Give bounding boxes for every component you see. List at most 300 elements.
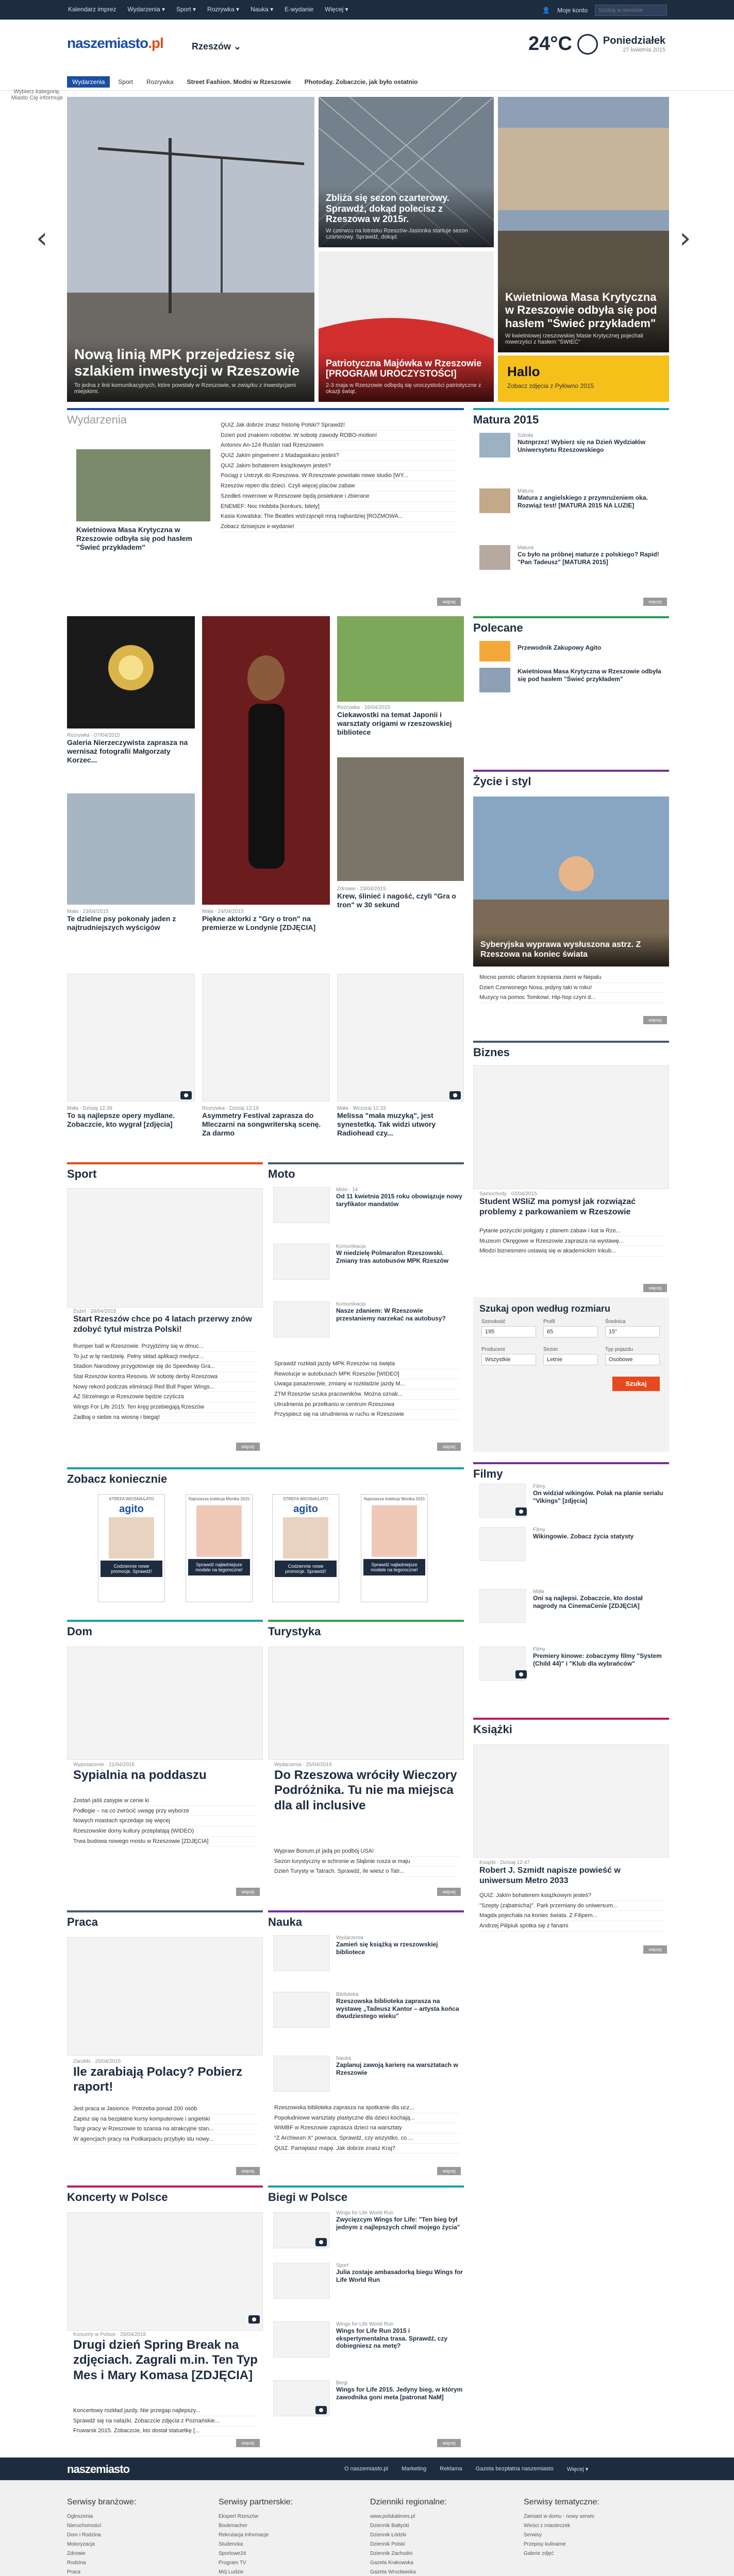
- list-item[interactable]: To już w tę niedzielę. Pełny skład aplikacji medycz...: [73, 1352, 259, 1362]
- slide-main-desc: To jedna z linii komunikacyjnych, które powstały w Rzeszowie, w związku z inwestycjami miejskimi.: [74, 382, 296, 395]
- moto-thumb[interactable]: [273, 1301, 330, 1337]
- list-item[interactable]: Nowych miastach sprzedaje się więcej: [73, 1816, 259, 1826]
- list-item[interactable]: Antonov An-124 Ruslan nad Rzeszowem: [221, 440, 458, 451]
- footer-logo[interactable]: naszemiasto: [67, 2463, 130, 2476]
- producer-select[interactable]: Wszystkie: [481, 1354, 536, 1365]
- footer-item[interactable]: Wieści z miasteczek: [524, 2523, 571, 2529]
- footer-link[interactable]: Reklama: [440, 2466, 462, 2472]
- footer-item[interactable]: Zamiast w domu - nowy serwis: [524, 2514, 594, 2519]
- section-title: Wydarzenia: [67, 408, 464, 430]
- ad-card[interactable]: [186, 1494, 253, 1602]
- tab-street-fashion[interactable]: Street Fashion. Modni w Rzeszowie: [187, 78, 291, 86]
- footer-item[interactable]: Studencka: [219, 2541, 243, 2547]
- grid-title[interactable]: To są najlepsze opery mydlane. Zobaczcie, kto wygrał [zdjęcia]: [67, 1111, 175, 1129]
- more-button[interactable]: więcej: [236, 2167, 260, 2175]
- width-select[interactable]: 195: [481, 1326, 536, 1337]
- meta: Mała: [533, 1589, 544, 1595]
- ad-card[interactable]: [272, 1494, 339, 1602]
- list-item[interactable]: Zadbaj o siebie na wiosnę i biegaj!: [73, 1413, 259, 1423]
- list-item[interactable]: Stadion Narodowy przygotowuje się do Speedway Gra...: [73, 1362, 259, 1372]
- camera-icon: [315, 2238, 327, 2246]
- meta: Wyposażenie · 21/04/2015: [73, 1762, 135, 1768]
- meta: Matura: [518, 545, 534, 551]
- list-item[interactable]: Przyspiecz się na utrudnienia w ruchu w Rzeszowie: [274, 1410, 460, 1420]
- camera-icon: [315, 2406, 327, 2414]
- widget-title: Szukaj opon według rozmiaru: [479, 1303, 611, 1314]
- list-item[interactable]: ZTM Rzeszów szuka pracowników. Można oznak...: [274, 1389, 460, 1400]
- biznes-image[interactable]: [473, 1065, 669, 1189]
- footer-item[interactable]: Rodzina: [67, 2560, 86, 2566]
- list-item[interactable]: Uwaga pasażerowie, zmiany w rozkładzie jazdy M...: [274, 1379, 460, 1389]
- more-button[interactable]: więcej: [437, 1443, 461, 1451]
- section-biegi: [268, 2185, 464, 2207]
- ksiazki-image[interactable]: [473, 1744, 669, 1858]
- list-item[interactable]: "Szepty (ząbatnicha)". Park przemiany do uniwersum...: [479, 1901, 665, 1911]
- list-item[interactable]: Młodzi biznesmeni ustawią się w akademickim Inkub...: [479, 1246, 665, 1257]
- diameter-select[interactable]: 15": [605, 1326, 660, 1337]
- ad-brand: agito: [119, 1503, 144, 1515]
- list-item[interactable]: Koncertowy rozkład jazdy. Nie przegap najlepszy...: [73, 2406, 259, 2416]
- weather-widget: [528, 33, 665, 55]
- section-zobacz: [67, 1467, 464, 1489]
- meta: Wings for Life World Run: [336, 2210, 393, 2216]
- wydarzenia-feature-title[interactable]: Kwietniowa Masa Krytyczna w Rzeszowie odbyła się pod hasłem "Świeć przykładem": [76, 526, 192, 552]
- section-zycie: [473, 770, 669, 791]
- section-ksiazki: [473, 1718, 669, 1739]
- list-item[interactable]: Pytanie pożyczki poligjaty z planem zabaw i kat w Rze...: [479, 1226, 665, 1236]
- search-tires-button[interactable]: Szukaj: [612, 1377, 660, 1391]
- footer-item[interactable]: Praca: [67, 2569, 81, 2575]
- turystyka-image[interactable]: [268, 1647, 464, 1760]
- section-filmy: [473, 1462, 669, 1484]
- matura-title[interactable]: Matura z angielskiego z przymrużeniem oka. Rozwiąż test! [MATURA 2015 NA LUZIE]: [518, 494, 648, 509]
- biegi-thumb[interactable]: [273, 2263, 330, 2299]
- film-title[interactable]: On widział wikingów. Polak na planie serialu "Vikings" [zdjęcia]: [533, 1489, 663, 1504]
- bulb-image: [67, 616, 195, 728]
- section-title: Turystyka: [268, 1620, 464, 1641]
- biznes-title[interactable]: Student WSIiZ ma pomysł jak rozwiązać problemy z parkowaniem w Rzeszowie: [479, 1197, 636, 1216]
- turystyka-title[interactable]: Do Rzeszowa wróciły Wieczory Podróżnika. Tu nie ma miejsca dla all inclusive: [274, 1768, 457, 1812]
- polecane-title[interactable]: Kwietniowa Masa Krytyczna w Rzeszowie odbyła się pod hasłem "Świeć przykładem": [518, 668, 661, 683]
- more-button[interactable]: więcej: [236, 1443, 260, 1451]
- sport-image[interactable]: [67, 1188, 263, 1308]
- top-nav-link[interactable]: Wydarzenia ▾: [127, 6, 165, 13]
- list-item[interactable]: AZ Strzelnego w Rzeszowie będzie czyścza: [73, 1392, 259, 1402]
- list-item[interactable]: Zostań jaśli zasypie w cenie ki: [73, 1796, 259, 1806]
- nauka-thumb[interactable]: [273, 1935, 330, 1971]
- moto-title[interactable]: Nasze zdaniem: W Rzeszowie przestaniemy narzekać na autobusy?: [336, 1307, 446, 1322]
- more-button[interactable]: więcej: [643, 598, 667, 606]
- list-item[interactable]: Mocno pomóc ofiarom trzęsienia ziemi w Nepalu: [479, 973, 665, 983]
- list-item[interactable]: Stal Rzeszów kontra Resovia. W sobotę derby Rzeszowa: [73, 1372, 259, 1382]
- list-item[interactable]: WIMBF w Rzeszowie zaprasza dzieci na warsztaty: [274, 2123, 460, 2133]
- footer-item[interactable]: Sportowe24: [219, 2551, 246, 2556]
- list-item[interactable]: Zobacz dzisiejsze e-wydanie!: [221, 522, 458, 532]
- season-select[interactable]: Letnie: [543, 1354, 598, 1365]
- category-hint: Wybierz kategorię. Miasto Cię informuje: [11, 89, 63, 101]
- more-button[interactable]: więcej: [236, 1888, 260, 1896]
- koncerty-list: [73, 2406, 259, 2436]
- grid-title[interactable]: Asymmetry Festival zaprasza do Mleczarni na songwriterską scenę. Za darmo: [202, 1111, 321, 1138]
- date: 27 kwietnia 2015: [623, 47, 666, 53]
- meta: Filmy: [533, 1484, 545, 1489]
- grid-title[interactable]: Te dzielne psy pokonały jaden z najtrudniejszych wyścigów: [67, 914, 176, 932]
- list-item[interactable]: QUIZ: Jakim bohaterem książkowym jesteś?: [479, 1891, 665, 1901]
- grid-title[interactable]: Krew, ślinieć i nagość, czyli "Gra o tron" w 30 sekund: [337, 892, 456, 909]
- zycie-feature-title: Syberyjska wyprawa wysłuszona astrz. Z Rzeszowa na koniec świata: [480, 940, 641, 959]
- footer-item[interactable]: Nieruchomości: [67, 2523, 102, 2529]
- section-sport: [67, 1162, 263, 1184]
- footer-link[interactable]: Więcej ▾: [566, 2466, 589, 2472]
- camera-icon: [248, 2315, 260, 2324]
- grid-image[interactable]: [67, 616, 195, 728]
- footer-item[interactable]: www.polskatimes.pl: [370, 2514, 415, 2519]
- more-button[interactable]: więcej: [236, 2439, 260, 2447]
- nauka-title[interactable]: Zaplanuj zawoją karierę na warsztatach w Rzeszowie: [336, 2061, 458, 2076]
- moto-title[interactable]: W niedzielę Polmarafon Rzeszowski. Zmiany tras autobusów MPK Rzeszów: [336, 1249, 449, 1264]
- list-item[interactable]: Utrudnienia po przetkaniu w centrum Rzeszowa: [274, 1400, 460, 1410]
- section-title: Polecane: [473, 616, 669, 638]
- camera-icon: [180, 1091, 192, 1099]
- section-matura: [473, 408, 669, 430]
- grid-image[interactable]: [337, 974, 464, 1101]
- nauka-list: [274, 2103, 460, 2154]
- biegi-title[interactable]: Julia zostaje ambasadorką biegu Wings for Life World Run: [336, 2268, 463, 2283]
- tab-photoday[interactable]: Photoday. Zobaczcie, jak było ostatnio: [304, 78, 418, 86]
- turystyka-list: [274, 1846, 460, 1877]
- ad-card[interactable]: [361, 1494, 428, 1602]
- list-item[interactable]: Rzeszowskie domy kultury przeplatają (WIDEO): [73, 1826, 259, 1837]
- list-item[interactable]: Targi pracy w Rzeszowie to szansa na atrakcyjne stan...: [73, 2124, 259, 2134]
- list-item[interactable]: Magda pojechała na koniec świata. Z Filipem...: [479, 1911, 665, 1921]
- footer-link[interactable]: Gazeta bezpłatna naszemiasto: [475, 2466, 554, 2472]
- section-title: Matura 2015: [473, 408, 669, 430]
- biegi-title[interactable]: Wings for Life Run 2015 i ekspertymentalna trasa. Sprawdź, czy dobiegniesz na metę?: [336, 2327, 448, 2350]
- biegi-thumb[interactable]: [273, 2321, 330, 2358]
- slide-4-desc: W kwietniowej rzeszowskiej Masie Krytycznej pojechali rowerzyści z hasłem "ŚWIEĆ": [505, 333, 643, 345]
- top-nav-link[interactable]: Więcej ▾: [325, 6, 348, 13]
- slide-3-desc: 2-3 maja w Rzeszowie odbędą się uroczystości patriotyczne z okazji świąt.: [326, 382, 481, 395]
- more-button[interactable]: więcej: [643, 1284, 667, 1292]
- grid-title[interactable]: Melissa "mała muzyką", jest synestetką. Tak widzi utwory Radiohead czy...: [337, 1111, 436, 1138]
- sport-list: [73, 1342, 259, 1423]
- list-item[interactable]: Rzeszowska biblioteka zaprasza na spotkanie dla ucz...: [274, 2103, 460, 2113]
- ad-top: STREFA WIOSNA/LATO: [109, 1497, 154, 1501]
- dom-image[interactable]: [67, 1647, 263, 1760]
- meta: Szkoła: [518, 433, 533, 438]
- koncerty-title[interactable]: Drugi dzień Spring Break na zdjęciach. Zagrali m.in. Ten Typ Mes i Mary Komasa [ZDJĘCIA]: [73, 2338, 258, 2382]
- list-item[interactable]: Pociąg z Ustrzyk do Rzeszowa. W Rzeszowie powstało nowe studio [WY...: [221, 471, 458, 481]
- matura-thumb[interactable]: [479, 433, 510, 457]
- meta: Nauka: [336, 2056, 351, 2061]
- list-item[interactable]: Kasia Kowalska: The Beatles wstrząsnęli mną najbardziej [ROZMOWA...: [221, 512, 458, 522]
- nauka-title[interactable]: Rzeszowska biblioteka zaprasza na wystawę „Tadeusz Kantor – artysta końca dwudziestego wieku": [336, 1997, 459, 2020]
- footer-column: [219, 2498, 347, 2576]
- biegi-title[interactable]: Zwycięzcym Wings for Life: "Ten bieg był jednym z najlepszych chwil mojego życia": [336, 2216, 460, 2231]
- slide-2[interactable]: [319, 97, 494, 247]
- praca-image[interactable]: [67, 1937, 263, 2056]
- slide-3[interactable]: [319, 251, 494, 402]
- list-item[interactable]: Andrzej Pilipiuk spotka się z fanami: [479, 1921, 665, 1931]
- footer-column: [370, 2498, 499, 2576]
- section-title: Dom: [67, 1620, 263, 1641]
- section-polecane: [473, 616, 669, 638]
- section-title: Zobacz koniecznie: [67, 1467, 464, 1489]
- list-item[interactable]: Nowy rekord podczas eliminacji Red Bull Paper Wings...: [73, 1382, 259, 1393]
- list-item[interactable]: QUIZ Jakim pingwinem z Madagaskaru jesteś?: [221, 451, 458, 461]
- film-title[interactable]: Premiery kinowe: zobaczymy filmy "System (Child 44)" i "Klub dla wybrańców": [533, 1652, 662, 1667]
- wydarzenia-feature-image[interactable]: [76, 449, 210, 521]
- footer-item[interactable]: Galerie zdjęć: [524, 2551, 554, 2556]
- tab-rozrywka[interactable]: Rozrywka: [146, 78, 174, 86]
- footer-item[interactable]: Dziennik Łódzki: [370, 2532, 407, 2538]
- meta: Wydarzenia · 25/04/2015: [274, 1762, 332, 1768]
- biegi-title[interactable]: Wings for Life 2015. Jedyny bieg, w którym zawodnika goni meta [patronat NaM]: [336, 2386, 463, 2401]
- dom-list: [73, 1796, 259, 1846]
- tab-sport[interactable]: Sport: [118, 78, 133, 86]
- city-selector[interactable]: Rzeszów ⌄: [192, 41, 242, 52]
- nauka-thumb[interactable]: [273, 1992, 330, 2028]
- meta: Rozrywka · Dzisiaj 12:19: [202, 1106, 259, 1111]
- film-title[interactable]: Oni są najlepsi. Zobaczcie, kto dostał nagrody na CinemaCenie [ZDJĘCIA]: [533, 1595, 643, 1609]
- list-item[interactable]: Dzień pod znakiem robotów. W sobotę zawody ROBO-motion!: [221, 431, 458, 441]
- nauka-thumb[interactable]: [273, 2056, 330, 2092]
- footer-item[interactable]: Przepisy kulinarne: [524, 2541, 566, 2547]
- section-title: Praca: [67, 1910, 263, 1932]
- field-label: Szerokość: [481, 1319, 506, 1325]
- top-bar: [0, 0, 734, 20]
- grid-title[interactable]: Piękne aktorki z "Gry o tron" na premierze w Londynie [ZDJĘCIA]: [202, 914, 316, 932]
- logo-main: naszemiasto: [67, 35, 148, 51]
- slide-main[interactable]: [67, 97, 314, 402]
- slide-3-title: Patriotyczna Majówka w Rzeszowie [PROGRAM UROCZYSTOŚCI]: [326, 358, 482, 379]
- footer-item[interactable]: Gazeta Krakowska: [370, 2560, 413, 2566]
- field-label: Średnica: [605, 1319, 626, 1325]
- meta: Mała · Dzisiaj 12:39: [67, 1106, 112, 1111]
- site-logo[interactable]: [67, 35, 163, 52]
- meta: Zarobki · 25/04/2015: [73, 2059, 121, 2064]
- ksiazki-list: [479, 1891, 665, 1931]
- list-item[interactable]: Rumper ball w Rzeszowie. Przyjdzimy się w dmuc...: [73, 1342, 259, 1352]
- footer-item[interactable]: Mój Ludzie: [219, 2569, 244, 2575]
- biznes-list: [479, 1226, 665, 1257]
- meta: Filmy: [533, 1647, 545, 1652]
- grid-image[interactable]: [202, 616, 330, 905]
- list-item[interactable]: Rzeszów repen dla dzieci. Czyli więcej placów zabaw: [221, 481, 458, 492]
- list-item[interactable]: Dzień Turysty w Tatrach. Sprawdź, ile wiesz o Tatr...: [274, 1867, 460, 1877]
- tab-wydarzenia[interactable]: Wydarzenia: [67, 76, 110, 88]
- more-button[interactable]: więcej: [437, 2167, 461, 2175]
- list-item[interactable]: W agencjach pracy na Podkarpaciu przybyło stu nowy...: [73, 2134, 259, 2145]
- footer-item[interactable]: Dziennik Zachodni: [370, 2551, 413, 2556]
- camera-icon: [449, 1091, 461, 1099]
- logo-suffix: .pl: [148, 35, 163, 51]
- list-item[interactable]: Jest praca w Jasionce. Potrzeba ponad 200 osób: [73, 2104, 259, 2114]
- moto-thumb[interactable]: [273, 1244, 330, 1280]
- weekday: Poniedziałek: [603, 35, 666, 46]
- footer-column-title: Serwisy tematyczne:: [524, 2498, 599, 2506]
- footer-item[interactable]: Program TV: [219, 2560, 246, 2566]
- grid-image[interactable]: [337, 757, 464, 881]
- grid-title[interactable]: Ciekawostki na temat Japonii i warsztaty origami w rzeszowskiej bibliotece: [337, 710, 452, 737]
- section-title: Nauka: [268, 1910, 464, 1932]
- more-button[interactable]: więcej: [437, 1888, 461, 1896]
- list-item[interactable]: ENEMEF: Noc Hobbita [konkurs, bilety]: [221, 502, 458, 512]
- more-button[interactable]: więcej: [437, 2439, 461, 2447]
- meta: Wydarzenia: [336, 1935, 363, 1941]
- slide-4[interactable]: [498, 97, 669, 352]
- footer-link[interactable]: O naszemiasto.pl: [344, 2466, 388, 2472]
- list-item[interactable]: Sprawdź rozkład jazdy MPK Rzeszów na święta: [274, 1359, 460, 1369]
- list-item[interactable]: Wings For Life 2015: Ten kręg przebiegają Rzeszów: [73, 1402, 259, 1413]
- footer-column-title: Serwisy partnerskie:: [219, 2498, 293, 2506]
- more-button[interactable]: więcej: [643, 1016, 667, 1024]
- footer-item[interactable]: Ekspert Rzeszów: [219, 2514, 259, 2519]
- footer-item[interactable]: Dom i Rodzina: [67, 2532, 101, 2538]
- ksiazki-title[interactable]: Robert J. Szmidt napisze powieść w uniwersum Metro 2033: [479, 1866, 621, 1885]
- footer-column: [524, 2498, 653, 2558]
- slide-2-desc: W czerwcu na lotnisku Rzeszów-Jasionka startuje sezon czarterowy. Sprawdź, dokąd.: [326, 228, 468, 240]
- list-item[interactable]: Popołudniowe warsztaty plastyczne dla dzieci kochają...: [274, 2113, 460, 2124]
- praca-list: [73, 2104, 259, 2145]
- list-item[interactable]: Sprawdź się na nalażki. Zobaczcie zdjęcia z Poznańskie...: [73, 2416, 259, 2427]
- koncerty-image[interactable]: [67, 2212, 263, 2331]
- moto-title[interactable]: Od 11 kwietnia 2015 roku obowiązuje nowy taryfikator mandatów: [336, 1193, 462, 1208]
- list-item[interactable]: Fruwarsk 2015. Zobaczcie, kto dostał statuetkę [...: [73, 2426, 259, 2436]
- account-link[interactable]: Moje konto: [557, 7, 588, 14]
- slide-4-title: Kwietniowa Masa Krytyczna w Rzeszowie odbyła się pod hasłem "Świeć przykładem": [505, 291, 657, 330]
- user-icon[interactable]: 👤: [542, 7, 550, 14]
- top-nav-link[interactable]: E-wydanie: [285, 6, 314, 13]
- list-item[interactable]: Muzeum Okręgowe w Rzeszowie zaprasza na wystawę...: [479, 1236, 665, 1247]
- list-item[interactable]: Rewolucje w autobusach MPK Rzeszów [WIDEO]: [274, 1369, 460, 1380]
- search-input[interactable]: [595, 5, 667, 16]
- ad-top: Najnowsza kolekcja Monika 2015: [188, 1497, 250, 1501]
- section-praca: [67, 1910, 263, 1932]
- section-nauka: [268, 1910, 464, 1932]
- ad-bottom: Codziennie nowe promocje. Sprawdź!: [275, 1561, 337, 1577]
- footer-item[interactable]: Ogłoszenia: [67, 2514, 93, 2519]
- top-nav-link[interactable]: Nauka ▾: [251, 6, 274, 13]
- meta: Biegi: [336, 2380, 348, 2386]
- ad-image: [283, 1517, 328, 1558]
- matura-thumb[interactable]: [479, 488, 510, 513]
- list-item[interactable]: Podłogie – na co zwrócić uwagę przy wyborze: [73, 1806, 259, 1817]
- top-nav-link[interactable]: Sport ▾: [176, 6, 196, 13]
- list-item[interactable]: "Z Archiwum X" powraca. Sprawdź, czy wszystko, co ...: [274, 2133, 460, 2144]
- section-title: Filmy: [473, 1462, 669, 1484]
- ad-card[interactable]: [98, 1494, 165, 1602]
- list-item[interactable]: Wypraw Bonum.pl jadą po podbój USA!: [274, 1846, 460, 1857]
- grid-image[interactable]: [202, 974, 330, 1101]
- matura-title[interactable]: Co było na próbnej maturze z polskiego? Rapid! "Pan Tadeusz" [MATURA 2015]: [518, 551, 659, 566]
- more-button[interactable]: więcej: [643, 1945, 667, 1954]
- meta: Mała · 23/04/2015: [67, 909, 109, 914]
- dom-title[interactable]: Sypialnia na poddaszu: [73, 1768, 207, 1782]
- polecane-title[interactable]: Przewodnik Zakupowy Agito: [518, 644, 602, 651]
- ad-image: [109, 1517, 154, 1558]
- meta: Wings for Life World Run: [336, 2321, 393, 2327]
- hallo-promo[interactable]: [498, 355, 669, 402]
- slider-next-arrow[interactable]: ›: [679, 222, 691, 255]
- zycie-feature[interactable]: [473, 796, 669, 967]
- footer-item[interactable]: Zdrowie: [67, 2551, 86, 2556]
- section-koncerty: [67, 2185, 263, 2207]
- footer-item[interactable]: Motoryzacja: [67, 2541, 95, 2547]
- meta: Filmy: [533, 1527, 545, 1533]
- section-title: Biegi w Polsce: [268, 2185, 464, 2207]
- footer-item[interactable]: Bookmacher: [219, 2523, 248, 2529]
- vehicle-select[interactable]: Osobowe: [605, 1354, 660, 1365]
- ad-image: [196, 1505, 242, 1557]
- meta: Rozrywka · 07/04/2015: [67, 733, 120, 738]
- list-item[interactable]: Muzycy na pomoc Tomkowi. Hip-hop czyni d...: [479, 993, 665, 1003]
- section-title: Biznes: [473, 1041, 669, 1062]
- meta: Mała · 24/04/2015: [202, 909, 244, 914]
- sport-title[interactable]: Start Rzeszów chce po 4 latach przerwy znów zdobyć tytuł mistrza Polski!: [73, 1315, 252, 1334]
- footer-item[interactable]: Gazeta Wrocławska: [370, 2569, 416, 2575]
- top-nav-link[interactable]: Rozrywka ▾: [207, 6, 240, 13]
- list-item[interactable]: Dzień Czerwonego Nosa, jedyny taki w roku!: [479, 983, 665, 993]
- list-item[interactable]: Sezon turystyczny w schronie w Słąbnie rusza w maju: [274, 1857, 460, 1867]
- temperature: 24°C: [528, 33, 572, 55]
- hallo-title: Hallo: [507, 364, 540, 379]
- meta: Zdrowie · 23/04/2015: [337, 886, 386, 892]
- list-item[interactable]: QUIZ. Pamiętasz mapę. Jak dobrze znasz Kraj?: [274, 2144, 460, 2154]
- polecane-thumb[interactable]: [479, 668, 510, 692]
- footer-item[interactable]: Rekrutacja Informacje: [219, 2532, 269, 2538]
- list-item[interactable]: QUIZ Jakim bohaterem książkowym jesteś?: [221, 461, 458, 471]
- grid-image[interactable]: [337, 616, 464, 702]
- list-item[interactable]: QUIZ Jak dobrze znasz historię Polski? Sprawdź!: [221, 420, 458, 431]
- moto-thumb[interactable]: [273, 1187, 330, 1223]
- top-nav: [68, 6, 348, 13]
- matura-thumb[interactable]: [479, 545, 510, 570]
- camera-icon: [515, 1507, 527, 1516]
- meta: Sport: [336, 2263, 348, 2268]
- grid-image[interactable]: [67, 974, 195, 1101]
- polecane-thumb[interactable]: [479, 641, 510, 662]
- film-thumb[interactable]: [479, 1589, 526, 1623]
- more-button[interactable]: więcej: [437, 598, 461, 606]
- top-nav-link[interactable]: Kalendarz imprez: [68, 6, 116, 13]
- praca-title[interactable]: Ile zarabiają Polacy? Pobierz raport!: [73, 2065, 243, 2094]
- ad-bottom: Sprawdź najładniejsze modele na tegoroczne!: [363, 1559, 425, 1575]
- ad-brand: agito: [293, 1503, 318, 1515]
- meta: Komunikacja: [336, 1244, 366, 1249]
- grid-title[interactable]: Galeria Nierzeczywista zaprasza na wernisaż fotografii Małgorzaty Korzec...: [67, 738, 188, 765]
- list-item[interactable]: Zapisz się na bezpłatne kursy komputerowe i angielski: [73, 2114, 259, 2125]
- list-item[interactable]: Szedłeś rowerowe w Rzeszowie będą posiekane i zbierane: [221, 492, 458, 502]
- footer-column-title: Serwisy branżowe:: [67, 2498, 137, 2506]
- ad-top: STREFA WIOSNA/LATO: [283, 1497, 328, 1501]
- film-thumb[interactable]: [479, 1527, 526, 1561]
- list-item[interactable]: Trwa budowa nowego mostu w Rzeszowie [ZDJĘCIA]: [73, 1837, 259, 1847]
- footer-item[interactable]: Serwisy: [524, 2532, 542, 2538]
- slider-prev-arrow[interactable]: ‹: [36, 222, 48, 255]
- footer-item[interactable]: Dziennik Bałtycki: [370, 2523, 409, 2529]
- footer-item[interactable]: Dziennik Polski: [370, 2541, 405, 2547]
- profile-select[interactable]: 65: [543, 1326, 598, 1337]
- matura-title[interactable]: Nutnprzez! Wybierz się na Dzień Wydziałów Uniwersytetu Rzeszowskiego: [518, 438, 646, 453]
- grid-image[interactable]: [67, 793, 195, 905]
- footer-link[interactable]: Marketing: [401, 2466, 427, 2472]
- section-title: Sport: [67, 1162, 263, 1184]
- nauka-title[interactable]: Zamień się książką w rzeszowskiej bibliotece: [336, 1941, 438, 1956]
- film-title[interactable]: Wikingowie. Zobacz życia statysty: [533, 1533, 634, 1540]
- slide-2-title: Zbliża się sezon czarterowy. Sprawdź, dokąd polecisz z Rzeszowa w 2015r.: [326, 192, 449, 225]
- section-title: Koncerty w Polsce: [67, 2185, 263, 2207]
